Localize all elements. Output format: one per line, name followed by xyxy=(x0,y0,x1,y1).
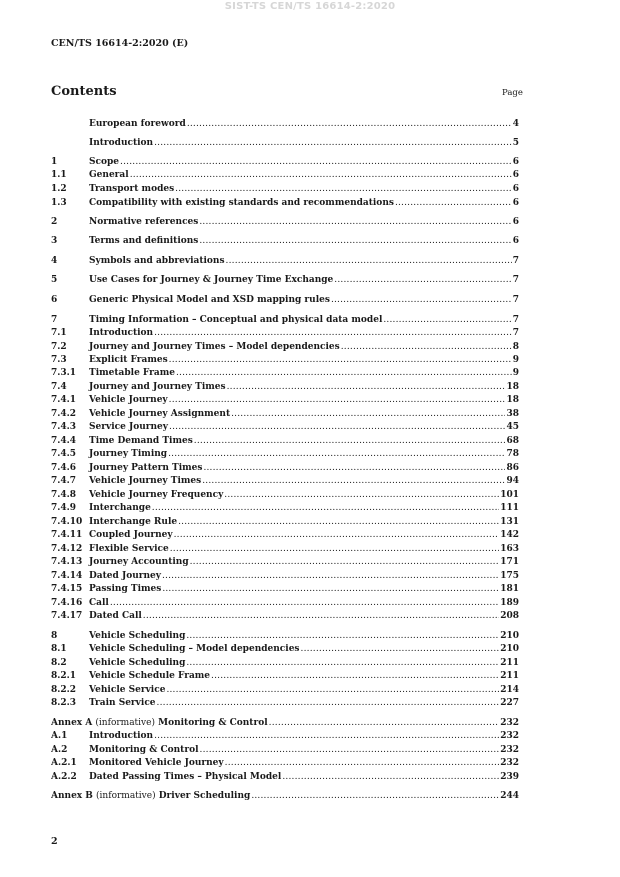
toc-entry-page: 18 xyxy=(506,382,519,392)
toc-entry[interactable] xyxy=(51,327,519,340)
dot-leader xyxy=(383,314,511,327)
dot-leader xyxy=(200,744,500,757)
toc-entry-title: Vehicle Journey Assignment xyxy=(89,409,231,419)
toc-entry-page: 7 xyxy=(512,295,519,305)
dot-leader xyxy=(186,657,499,670)
toc-entry[interactable] xyxy=(51,183,519,196)
dot-leader xyxy=(143,610,499,623)
dot-leader xyxy=(168,448,505,461)
dot-leader xyxy=(120,156,512,169)
toc-entry-page: 163 xyxy=(500,544,519,554)
toc-entry-page: 94 xyxy=(506,476,519,486)
dot-leader xyxy=(341,341,512,354)
dot-leader xyxy=(211,670,499,683)
toc-entry-number: 8.2.2 xyxy=(51,685,77,695)
toc-entry[interactable] xyxy=(51,543,519,556)
toc-entry[interactable] xyxy=(51,717,519,730)
toc-entry-title: Vehicle Service xyxy=(89,685,166,695)
toc-entry-number: A.1 xyxy=(51,731,68,741)
toc-entry-number: 1.1 xyxy=(51,170,67,180)
toc-entry[interactable] xyxy=(51,118,519,131)
toc-entry-title: Interchange xyxy=(89,503,151,513)
toc-entry-title: Journey and Journey Times xyxy=(89,382,226,392)
toc-entry-number: 7.4.2 xyxy=(51,409,77,419)
toc-entry[interactable] xyxy=(51,643,519,656)
toc-entry-number: 7.4.17 xyxy=(51,611,83,621)
toc-entry[interactable] xyxy=(51,197,519,210)
toc-entry-title: Service Journey xyxy=(89,422,169,432)
toc-entry-number: 8.2.1 xyxy=(51,671,77,681)
toc-entry-number: 1 xyxy=(51,157,58,167)
dot-leader xyxy=(227,381,506,394)
dot-leader xyxy=(202,475,505,488)
toc-entry-page: 227 xyxy=(500,698,519,708)
toc-entry-page: 38 xyxy=(506,409,519,419)
toc-entry-title: Monitoring & Control xyxy=(89,745,199,755)
toc-entry[interactable] xyxy=(51,630,519,643)
toc-entry-title: Use Cases for Journey & Journey Time Exchange xyxy=(89,275,334,285)
page-column-label: Page xyxy=(502,88,523,98)
toc-entry-page: 6 xyxy=(512,184,519,194)
toc-entry-number: 7.4.11 xyxy=(51,530,83,540)
toc-entry-title: Dated Call xyxy=(89,611,142,621)
dot-leader xyxy=(301,643,500,656)
annex-label: Annex B xyxy=(51,791,93,801)
toc-entry[interactable] xyxy=(51,790,519,803)
toc-entry-page: 5 xyxy=(512,138,519,148)
toc-entry-title: Symbols and abbreviations xyxy=(89,256,225,266)
toc-entry-number: 7.4 xyxy=(51,382,67,392)
page-number: 2 xyxy=(51,836,58,847)
toc-entry-number: 7.4.9 xyxy=(51,503,77,513)
toc-entry[interactable] xyxy=(51,314,519,327)
toc-entry-title: Vehicle Journey Times xyxy=(89,476,202,486)
toc-entry-number: 8.1 xyxy=(51,644,67,654)
toc-entry-page: 232 xyxy=(500,745,519,755)
toc-entry-number: 3 xyxy=(51,236,58,246)
dot-leader xyxy=(169,421,505,434)
toc-entry[interactable] xyxy=(51,421,519,434)
dot-leader xyxy=(194,435,506,448)
dot-leader xyxy=(154,327,512,340)
toc-entry-number: 7.4.12 xyxy=(51,544,83,554)
dot-leader xyxy=(110,597,499,610)
toc-entry-title: Vehicle Journey Frequency xyxy=(89,490,224,500)
toc-entry[interactable] xyxy=(51,394,519,407)
toc-entry[interactable] xyxy=(51,274,519,287)
toc-entry-title: Vehicle Schedule Frame xyxy=(89,671,211,681)
dot-leader xyxy=(199,235,511,248)
toc-entry-number: A.2.1 xyxy=(51,758,77,768)
dot-leader xyxy=(170,543,499,556)
toc-entry[interactable] xyxy=(51,475,519,488)
toc-entry-page: 6 xyxy=(512,236,519,246)
dot-leader xyxy=(154,137,512,150)
toc-entry-title: Passing Times xyxy=(89,584,162,594)
dot-leader xyxy=(178,516,499,529)
toc-entry-page: 45 xyxy=(506,422,519,432)
toc-entry-number: 1.3 xyxy=(51,198,67,208)
toc-entry[interactable] xyxy=(51,502,519,515)
toc-entry-page: 111 xyxy=(500,503,519,513)
toc-entry[interactable] xyxy=(51,757,519,770)
toc-entry-number: 8.2.3 xyxy=(51,698,77,708)
annex-title: Driver Scheduling xyxy=(158,791,251,801)
toc-entry-title: Vehicle Scheduling xyxy=(89,658,186,668)
toc-entry-title: Journey Accounting xyxy=(89,557,189,567)
dot-leader xyxy=(395,197,512,210)
toc-entry-number: 7.3 xyxy=(51,355,67,365)
dot-leader xyxy=(282,771,499,784)
toc-entry-title: Normative references xyxy=(89,217,199,227)
toc-entry-title: Call xyxy=(89,598,109,608)
dot-leader xyxy=(169,354,512,367)
toc-entry-number: 7.4.7 xyxy=(51,476,77,486)
toc-entry-number: 7.4.16 xyxy=(51,598,83,608)
toc-entry-number: 7.1 xyxy=(51,328,67,338)
toc-entry-page: 210 xyxy=(500,631,519,641)
toc-entry-title: Time Demand Times xyxy=(89,436,193,446)
toc-entry-page: 9 xyxy=(512,355,519,365)
watermark: SIST-TS CEN/TS 16614-2:2020 xyxy=(224,1,396,12)
toc-entry-title xyxy=(51,717,268,730)
toc-entry-title: Terms and definitions xyxy=(89,236,199,246)
dot-leader xyxy=(157,697,500,710)
toc-entry-number: 8 xyxy=(51,631,58,641)
toc-entry-title: Timetable Frame xyxy=(89,368,175,378)
dot-leader xyxy=(331,294,512,307)
toc-entry-page: 6 xyxy=(512,170,519,180)
toc-entry-page: 4 xyxy=(512,119,519,129)
toc-entry[interactable] xyxy=(51,408,519,421)
toc-entry-title: Dated Passing Times – Physical Model xyxy=(89,772,282,782)
toc-entry-title: Vehicle Scheduling xyxy=(89,631,186,641)
dot-leader xyxy=(162,583,499,596)
toc-entry-number: 7.4.13 xyxy=(51,557,83,567)
toc-entry[interactable] xyxy=(51,137,519,150)
toc-entry-page: 6 xyxy=(512,217,519,227)
toc-entry[interactable] xyxy=(51,570,519,583)
toc-entry-title: Vehicle Scheduling – Model dependencies xyxy=(89,644,300,654)
toc-entry-title: Monitored Vehicle Journey xyxy=(89,758,224,768)
toc-entry-page: 101 xyxy=(500,490,519,500)
toc-entry-title: Vehicle Journey xyxy=(89,395,168,405)
dot-leader xyxy=(269,717,500,730)
toc-entry-page: 210 xyxy=(500,644,519,654)
dot-leader xyxy=(199,216,511,229)
toc-entry-title: Dated Journey xyxy=(89,571,161,581)
annex-informative-tag: (informative) xyxy=(96,791,156,801)
toc-entry[interactable] xyxy=(51,730,519,743)
dot-leader xyxy=(224,489,499,502)
toc-entry[interactable] xyxy=(51,744,519,757)
dot-leader xyxy=(175,183,512,196)
dot-leader xyxy=(187,118,512,131)
dot-leader xyxy=(226,255,512,268)
dot-leader xyxy=(334,274,511,287)
toc-entry-page: 78 xyxy=(506,449,519,459)
toc-entry-page: 208 xyxy=(500,611,519,621)
toc-entry-title: Introduction xyxy=(89,328,154,338)
toc-entry[interactable] xyxy=(51,354,519,367)
toc-entry-page: 181 xyxy=(500,584,519,594)
contents-heading: Contents xyxy=(51,84,117,99)
toc-entry-number: A.2.2 xyxy=(51,772,77,782)
toc-entry-page: 211 xyxy=(500,671,519,681)
toc-entry-title: Journey Pattern Times xyxy=(89,463,203,473)
toc-entry-title: Explicit Frames xyxy=(89,355,168,365)
dot-leader xyxy=(152,502,499,515)
toc-entry-number: 5 xyxy=(51,275,58,285)
annex-informative-tag: (informative) xyxy=(95,718,155,728)
toc-entry-number: 7.4.15 xyxy=(51,584,83,594)
toc-entry-title: Coupled Journey xyxy=(89,530,173,540)
toc-entry-page: 8 xyxy=(512,342,519,352)
toc-entry-page: 9 xyxy=(512,368,519,378)
toc-entry-number: 7.4.14 xyxy=(51,571,83,581)
toc-entry-title: Train Service xyxy=(89,698,156,708)
toc-entry-number: 7.3.1 xyxy=(51,368,77,378)
toc-entry[interactable] xyxy=(51,381,519,394)
toc-entry-number: A.2 xyxy=(51,745,68,755)
dot-leader xyxy=(190,556,500,569)
toc-entry-page: 6 xyxy=(512,157,519,167)
document-id: CEN/TS 16614-2:2020 (E) xyxy=(51,38,189,49)
toc-entry[interactable] xyxy=(51,771,519,784)
toc-entry[interactable] xyxy=(51,489,519,502)
toc-entry[interactable] xyxy=(51,610,519,623)
toc-entry-page: 7 xyxy=(512,315,519,325)
dot-leader xyxy=(166,684,499,697)
toc-entry-page: 232 xyxy=(500,731,519,741)
dot-leader xyxy=(154,730,499,743)
toc-entry-page: 142 xyxy=(500,530,519,540)
toc-entry-number: 7.4.1 xyxy=(51,395,77,405)
toc-entry-page: 171 xyxy=(500,557,519,567)
toc-entry-number: 7.4.6 xyxy=(51,463,77,473)
dot-leader xyxy=(186,630,499,643)
toc-entry-title: Interchange Rule xyxy=(89,517,178,527)
toc-entry[interactable] xyxy=(51,670,519,683)
toc-entry-number: 7.4.10 xyxy=(51,517,83,527)
toc-entry-title: General xyxy=(89,170,129,180)
toc-entry[interactable] xyxy=(51,597,519,610)
toc-entry-number: 2 xyxy=(51,217,58,227)
toc-entry-page: 232 xyxy=(500,758,519,768)
toc-entry-page: 7 xyxy=(512,275,519,285)
toc-entry[interactable] xyxy=(51,294,519,307)
toc-entry[interactable] xyxy=(51,235,519,248)
toc-entry-number: 7 xyxy=(51,315,58,325)
toc-entry-title: Flexible Service xyxy=(89,544,169,554)
toc-entry[interactable] xyxy=(51,448,519,461)
dot-leader xyxy=(174,529,500,542)
toc-entry-number: 4 xyxy=(51,256,58,266)
toc-entry-number: 7.4.3 xyxy=(51,422,77,432)
toc-entry[interactable] xyxy=(51,341,519,354)
toc-entry[interactable] xyxy=(51,556,519,569)
toc-entry-title: Introduction xyxy=(89,138,154,148)
toc-entry[interactable] xyxy=(51,156,519,169)
dot-leader xyxy=(130,169,512,182)
dot-leader xyxy=(231,408,505,421)
toc-entry-title: Generic Physical Model and XSD mapping rules xyxy=(89,295,330,305)
toc-entry-title: Introduction xyxy=(89,731,154,741)
toc-entry[interactable] xyxy=(51,684,519,697)
toc-entry[interactable] xyxy=(51,697,519,710)
toc-entry-title: Transport modes xyxy=(89,184,175,194)
toc-entry-page: 175 xyxy=(500,571,519,581)
toc-entry-page: 189 xyxy=(500,598,519,608)
toc-entry-title: European foreword xyxy=(89,119,186,129)
dot-leader xyxy=(162,570,499,583)
toc-entry-number: 6 xyxy=(51,295,58,305)
toc-entry-number: 7.2 xyxy=(51,342,67,352)
toc-entry-page: 244 xyxy=(500,791,519,801)
annex-title: Monitoring & Control xyxy=(158,718,268,728)
toc-entry-page: 86 xyxy=(506,463,519,473)
toc-entry-page: 131 xyxy=(500,517,519,527)
toc-entry[interactable] xyxy=(51,435,519,448)
toc-entry-number: 8.2 xyxy=(51,658,67,668)
dot-leader xyxy=(176,367,512,380)
toc-entry-page: 7 xyxy=(512,256,519,266)
toc-entry-page: 214 xyxy=(500,685,519,695)
toc-entry-page: 211 xyxy=(500,658,519,668)
annex-label: Annex A xyxy=(51,718,93,728)
dot-leader xyxy=(225,757,500,770)
toc-entry-title: Scope xyxy=(89,157,120,167)
toc-entry-title xyxy=(51,790,250,803)
toc-entry[interactable] xyxy=(51,169,519,182)
toc-entry[interactable] xyxy=(51,516,519,529)
toc-entry-number: 7.4.4 xyxy=(51,436,77,446)
dot-leader xyxy=(251,790,499,803)
toc-entry-number: 7.4.8 xyxy=(51,490,77,500)
toc-entry-number: 1.2 xyxy=(51,184,67,194)
toc-entry[interactable] xyxy=(51,255,519,268)
toc-entry[interactable] xyxy=(51,216,519,229)
dot-leader xyxy=(169,394,506,407)
toc-entry[interactable] xyxy=(51,583,519,596)
toc-entry[interactable] xyxy=(51,529,519,542)
toc-entry-page: 18 xyxy=(506,395,519,405)
toc-entry[interactable] xyxy=(51,462,519,475)
toc-entry-title: Timing Information – Conceptual and physical data model xyxy=(89,315,383,325)
toc-entry-title: Journey and Journey Times – Model dependencies xyxy=(89,342,340,352)
toc-entry[interactable] xyxy=(51,657,519,670)
toc-entry-page: 68 xyxy=(506,436,519,446)
toc-entry-title: Compatibility with existing standards and recommendations xyxy=(89,198,394,208)
toc-entry-page: 232 xyxy=(500,718,519,728)
toc-entry[interactable] xyxy=(51,367,519,380)
toc-entry-page: 6 xyxy=(512,198,519,208)
toc-entry-page: 239 xyxy=(500,772,519,782)
toc-entry-title: Journey Timing xyxy=(89,449,168,459)
toc-entry-number: 7.4.5 xyxy=(51,449,77,459)
dot-leader xyxy=(203,462,505,475)
toc-entry-page: 7 xyxy=(512,328,519,338)
